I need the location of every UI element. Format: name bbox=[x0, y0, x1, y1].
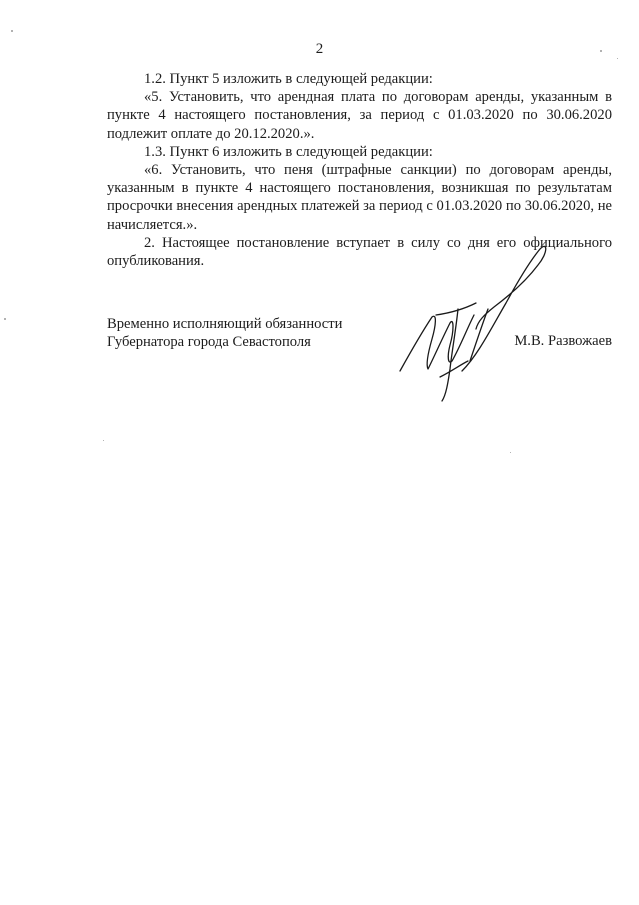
paragraph-quote-6: «6. Установить, что пеня (штрафные санкции) по договорам аренды, указанным в пункте 4 настоящего постановления, возникшая по результатам просрочки внесения арендных платежей за период с 01.03.2020 по 30.06.2020, не начисляется.». bbox=[107, 162, 612, 233]
scan-speck bbox=[617, 58, 618, 59]
signer-title-line-1: Временно исполняющий обязанности bbox=[107, 316, 343, 332]
paragraph-1-3: 1.3. Пункт 6 изложить в следующей редакции: bbox=[144, 143, 433, 160]
scan-speck bbox=[103, 440, 104, 441]
handwritten-signature bbox=[392, 243, 552, 403]
page-number: 2 bbox=[315, 41, 324, 57]
scan-speck bbox=[11, 30, 13, 32]
document-body bbox=[107, 70, 612, 270]
paragraph-2: 2. Настоящее постановление вступает в силу со дня его официального опубликования. bbox=[107, 234, 612, 270]
scan-speck bbox=[600, 50, 602, 52]
signature-block bbox=[107, 315, 612, 410]
signer-title-line-2: Губернатора города Севастополя bbox=[107, 334, 311, 350]
scan-speck bbox=[510, 452, 511, 453]
scan-speck bbox=[4, 318, 6, 320]
signer-name: М.В. Развожаев bbox=[514, 333, 612, 349]
paragraph-1-2: 1.2. Пункт 5 изложить в следующей редакции: bbox=[144, 71, 433, 87]
paragraph-quote-5: «5. Установить, что арендная плата по договорам аренды, указанным в пункте 4 настоящего постановления, за период с 01.03.2020 по 30.06.2020 подлежит оплате до 20.12.2020.». bbox=[107, 89, 612, 142]
signer-title bbox=[107, 315, 342, 351]
